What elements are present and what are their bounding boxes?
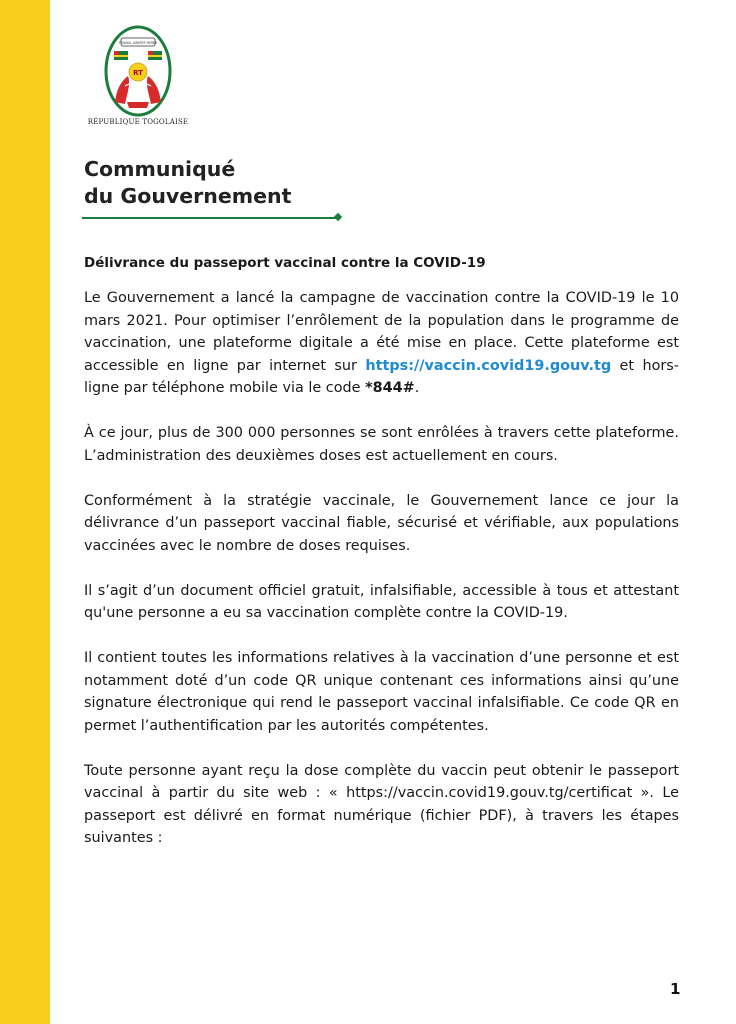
ussd-code: *844# [365,380,415,396]
yellow-side-bar [0,0,50,1024]
coat-of-arms-logo [103,24,173,118]
paragraph-6: Toute personne ayant reçu la dose complète du vaccin peut obtenir le passeport vaccinal à partir du site web : « https://vaccin.covid19.gouv.tg/certificat ». Le passeport est délivré en format numérique (fichier PDF), à travers les étapes suivantes : [84,762,679,846]
title-line-1: Communiqué [84,157,236,181]
paragraph-3: Conformément à la stratégie vaccinale, le Gouvernement lance ce jour la délivrance d’un passeport vaccinal fiable, sécurisé et vérifiable, aux populations vaccinées avec le nombre de doses requises. [84,492,679,554]
page-number: 1 [670,980,681,998]
vaccination-site-link[interactable]: https://vaccin.covid19.gouv.tg [365,357,612,374]
country-name: RÉPUBLIQUE TOGOLAISE [87,118,189,126]
paragraph-1 [84,287,679,400]
svg-text:TRAVAIL LIBERTÉ PATRIE: TRAVAIL LIBERTÉ PATRIE [118,41,158,45]
title-underline [82,217,337,219]
paragraph-1-text-c: . [414,380,420,396]
body-text [84,287,679,872]
paragraph-5: Il contient toutes les informations relatives à la vaccination d’une personne et est notamment doté d’un code QR unique contenant ces informations ainsi qu’une signature électronique qui rend le passeport vaccinal infalsifiable. Ce code QR en permet l’authentification par les autorités compétentes. [84,650,679,734]
paragraph-1-text-a: Le Gouvernement a lancé la campagne de vaccination contre la COVID-19 le 10 mars 2021. Pour optimiser l’enrôlement de la population dans le programme de vaccination, une plateforme digitale a été mise en place. Cette plateforme est accessible en ligne par internet sur [84,290,679,374]
section-subtitle: Délivrance du passeport vaccinal contre la COVID-19 [84,255,486,271]
paragraph-4: Il s’agit d’un document officiel gratuit, infalsifiable, accessible à tous et attestant qu'une personne a eu sa vaccination complète contre la COVID-19. [84,582,679,621]
paragraph-1-text-b: et hors-ligne par téléphone mobile via le code [84,357,679,396]
title-line-2: du Gouvernement [84,184,292,208]
paragraph-2: À ce jour, plus de 300 000 personnes se sont enrôlées à travers cette plateforme. L’administration des deuxièmes doses est actuellement en cours. [84,425,679,464]
svg-text:RT: RT [133,69,143,77]
page-title [84,156,384,210]
